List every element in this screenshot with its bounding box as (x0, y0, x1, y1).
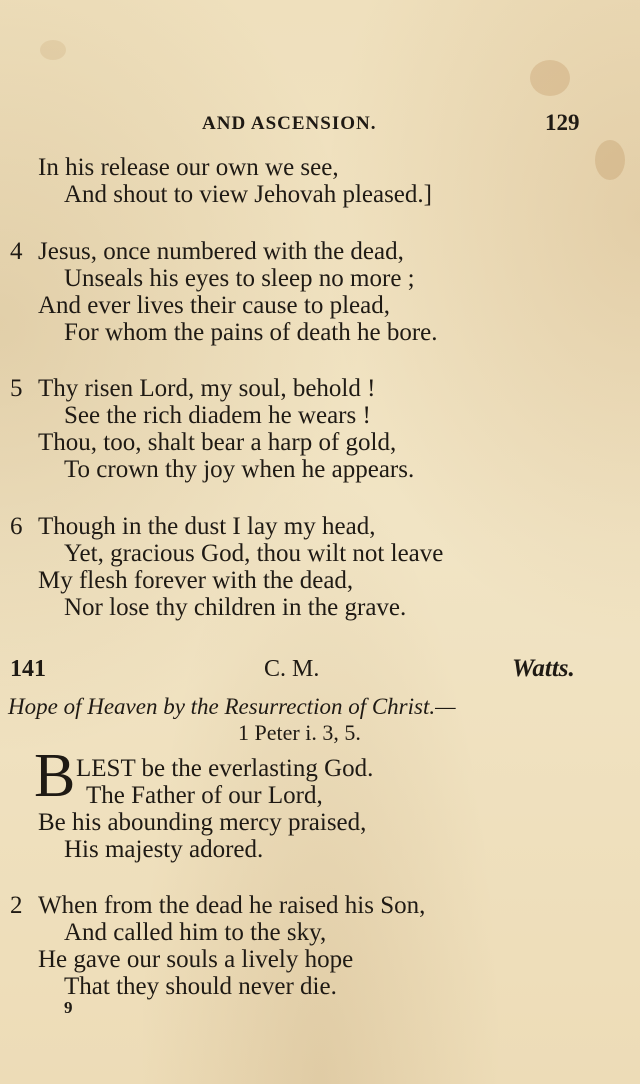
verse-line: Thy risen Lord, my soul, behold ! (38, 375, 376, 402)
verse-line: Nor lose thy children in the grave. (64, 594, 407, 621)
verse-line: Jesus, once numbered with the dead, (38, 238, 404, 265)
verse-line: Be his abounding mercy praised, (38, 809, 367, 836)
paper-stain (40, 40, 66, 60)
verse-line: Yet, gracious God, thou wilt not leave (64, 540, 444, 567)
signature-mark: 9 (64, 998, 73, 1017)
drop-cap: B (34, 742, 76, 810)
verse-line: See the rich diadem he wears ! (64, 402, 371, 429)
verse-line: Thou, too, shalt bear a harp of gold, (38, 429, 397, 456)
hymn-author: Watts. (512, 655, 575, 682)
stanza-number: 5 (10, 375, 23, 402)
verse-line: Though in the dust I lay my head, (38, 513, 376, 540)
verse-line: When from the dead he raised his Son, (38, 892, 426, 919)
scripture-reference: 1 Peter i. 3, 5. (238, 720, 361, 745)
hymn-subject: Hope of Heaven by the Resurrection of Christ.— (8, 694, 456, 719)
paper-stain (595, 140, 625, 180)
verse-line: He gave our souls a lively hope (38, 946, 354, 973)
verse-line: LEST be the everlasting God. (76, 755, 374, 782)
verse-line: My flesh forever with the dead, (38, 567, 354, 594)
verse-line: In his release our own we see, (38, 154, 339, 181)
verse-line: Unseals his eyes to sleep no more ; (64, 265, 415, 292)
verse-line: His majesty adored. (64, 836, 264, 863)
stanza-number: 2 (10, 892, 23, 919)
verse-line: And called him to the sky, (64, 919, 327, 946)
hymn-meter: C. M. (264, 656, 320, 682)
verse-line: The Father of our Lord, (86, 782, 323, 809)
running-title: AND ASCENSION. (202, 113, 377, 134)
verse-line: To crown thy joy when he appears. (64, 456, 415, 483)
stanza-number: 4 (10, 238, 23, 265)
verse-line: And ever lives their cause to plead, (38, 292, 390, 319)
hymn-number: 141 (10, 656, 46, 682)
verse-line: And shout to view Jehovah pleased.] (64, 181, 432, 208)
paper-stain (530, 60, 570, 96)
verse-line: That they should never die. (64, 973, 337, 1000)
verse-line: For whom the pains of death he bore. (64, 319, 438, 346)
page-number: 129 (545, 110, 580, 135)
stanza-number: 6 (10, 513, 23, 540)
